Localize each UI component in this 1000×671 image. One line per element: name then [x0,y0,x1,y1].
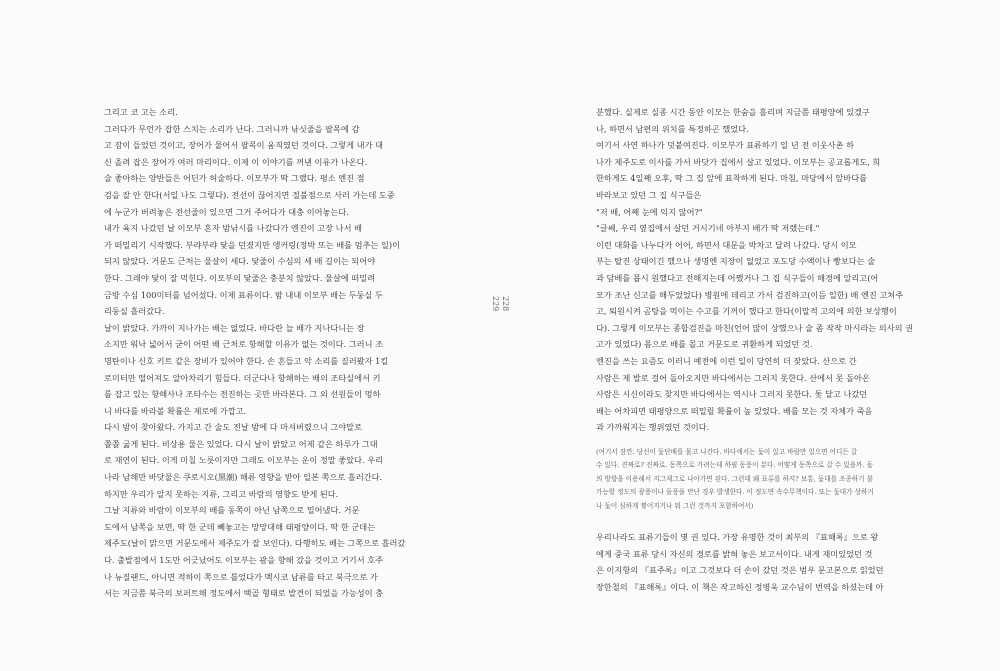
text-line: 사람은 시신이라도 찾지만 바다에서는 역시나 그러지 못한다. 돛 달고 나갔던 [596,389,868,400]
text-line: "저 배, 어째 눈에 익지 않어?" [596,206,703,217]
note-line: 수 있다. 진짜로? 진짜로. 동쪽으로 가려는데 하필 동풍이 분다. 어떻게 동쪽으로 갈 수 있을까. 돛 [596,461,873,470]
text-line: 고 잠이 들었던 것이고, 장어가 물어서 팔목이 움직였던 것이다. 그렇게 내가 대 [104,140,384,151]
text-line: 다시 밤이 찾아왔다. 가지고 간 술도 전날 밤에 다 마셔버렸으니 그야말로 [104,422,362,433]
text-line: 고, 퇴원시켜 곰탕을 먹이는 수고를 기꺼이 했다고 한다(이말적 고의에 의한 보상행이 [596,306,897,317]
text-line: 모가 조난 신고를 해두었었다) 병원에 데리고 가서 검진하고(이듬 일한) 배 엔진 고쳐주 [596,289,904,300]
text-line: 내가 육지 나갔던 날 이모부 혼자 밤낚시를 나갔다가 엔진이 고장 나서 배 [104,223,362,234]
text-line: 제주도(날이 맑으면 거문도에서 제주도가 잘 보인다). 다행히도 배는 그쪽으로 흘러갔 [104,538,406,549]
text-line: 소지만 워낙 넓어서 굳이 어떤 배 근처로 항해할 이유가 없는 것이다. 그러니 조 [104,339,384,350]
note-line: 가능할 정도의 광풍이나 돌풍을 만난 경우 발생한다. 이 정도면 속수무책이다. 또는 돛대가 상하거 [596,488,874,497]
text-line: 고가 있었다) 몸으로 배를 몰고 거문도로 귀환하게 되었던 것. [596,339,813,350]
text-line: 되지 않았다. 거문도 근처는 물살이 세다. 닻줄이 수심의 세 배 길이는 되어야 [104,256,376,267]
page-numbers [490,296,510,317]
page-number-left: 228 [501,296,510,312]
text-line: 부는 탈진 상태이긴 했으나 생명엔 지장이 없었고 포도당 수액이나 빵보다는 술 [596,256,876,267]
text-line: 명탄이나 신호 키트 같은 장비가 있어야 한다. 손 흔들고 악 소리를 질러봤자 1킬 [104,355,389,366]
text-line: 그리고 코 고는 소리. [104,107,178,117]
text-line: 금방 수심 100미터를 넘어섰다. 이제 표류이다. 밤 내내 이모부 배는 두둥실 두 [104,289,383,300]
text-line: 니 바다를 바라볼 확률은 제로에 가깝고. [104,405,247,416]
text-line: 한다. 그래야 닻이 잘 먹힌다. 이모부의 닻줄은 충분치 않았다. 물살에 떠밀려 [104,272,376,283]
text-line: 신 올려 잡은 장어가 여러 마리이다. 이제 이 이야기를 꺼낸 이유가 나온다. [104,156,368,167]
text-line: 로미터만 떨어져도 알아차리기 힘들다. 더군다나 항해하는 배의 조타실에서 키 [104,372,381,383]
text-line: 나가 제주도로 이사를 가서 바닷가 집에서 살고 있었다. 이모부는 공교롭게도, 희 [596,156,881,167]
text-line: 다). 그렇게 이모부는 종합검진을 마친(언어 많이 상했으나 술 좀 작작 마시라는 의사의 권 [596,322,914,333]
text-line: 배는 어차피면 태평양으로 떠밀릴 확률이 높 있었다. 배를 모는 것 자체가 죽음 [596,405,873,416]
text-line: 를 잡고 있는 항해사나 조타수는 전진하는 곳만 바라본다. 그 외 선원들이 멍하 [104,389,381,400]
text-line: 은 이지항의 『표주록』이고 그것보다 더 손이 갔던 것은 범우 문고본으로 읽었던 [596,565,884,576]
text-line: 다. 출발점에서 1도만 어긋났어도 이모부는 괌을 향해 갔을 것이고 거기서 호주 [104,555,384,566]
note-line: 의 방향을 이용해서 지그재그로 나아가면 된다. 그런데 왜 표류를 하지? 보통, 돛대를 조종하기 불 [596,474,874,483]
text-line: 리둥실 흘러갔다. [104,306,165,317]
text-line: 그날 지류와 바람이 이모부의 배를 동쪽이 아닌 남쪽으로 밀어냈다. 거문 [104,505,360,516]
text-line: 에 누군가 버려놓은 전선줄이 있으면 그거 주어다가 대충 이어놓는다. [104,206,349,217]
text-line: 여기서 사연 하나가 덧붙여진다. 이모부가 표류하기 일 년 전 이웃사촌 하 [596,140,854,151]
text-line: 엔진을 쓰는 요즘도 이러니 예전에 이런 일이 당연히 더 잦았다. 산으로 간 [596,355,857,366]
text-line: 한하게도 4일째 오후, 딱 그 집 앞에 표착하게 된다. 마침, 마당에서 앞바다를 [596,173,868,184]
text-line: 장한철의 『표해록』이다. 이 책은 작고하신 정병욱 교수님이 번역을 하셨는데 아 [596,581,884,592]
text-line: 과 가까워지는 행위였던 것이다. [596,422,710,433]
text-line: 날이 밝았다. 가까이 지나가는 배는 없었다. 바다란 늘 배가 지나다니는 장 [104,322,365,333]
text-line: "글쎄, 우리 옆집에서 살던 거시기네 아부지 배가 딱 저랬는데." [596,223,820,234]
right-page-note [596,446,938,513]
text-line: 그러다가 무언가 잡한 스치는 소리가 난다. 그러니까 낚싯줄을 팔목에 감 [104,123,360,134]
right-page [596,104,938,595]
text-line: 바라보고 있던 그 집 식구들은 [596,189,702,200]
page-number-right: 229 [491,296,500,312]
text-line: 가 떠밀리기 시작했다. 부랴부랴 닻을 던졌지만 앵커링(정박 또는 배를 멈추는 일)이 [104,239,401,250]
text-line: 로 재연이 된다. 이게 미칠 노릇이지만 그래도 이모부는 운이 정말 좋았다. 우리 [104,455,384,466]
note-line: 나 돛이 심하게 찢어지거나 뭐 그런 것까지 포함하여서) [596,501,754,510]
text-line: 도에서 남쪽을 보면, 딱 한 군데 빼놓고는 망망대해 태평양이다. 딱 한 군데는 [104,521,376,532]
text-line: 술 좋아하는 양반들은 어딘가 허술하다. 이모부가 딱 그랬다. 평소 엔진 점 [104,173,365,184]
note-line: (여기서 잠깐. 당신이 돛단배를 몰고 나간다. 바다에서는 돛이 있고 바람만 있으면 어디든 갈 [596,447,858,456]
right-page-body-top [596,104,938,436]
text-line: 나, 하면서 남편의 위치를 특정하곤 했었다. [596,123,749,134]
text-line: 서는 지금쯤 북극의 보퍼트해 정도에서 백골 형태로 발견이 되었을 가능성이 충 [104,588,384,599]
text-line: 나라 남해만 바닷물은 쿠로시오(黑潮) 해류 영향을 받아 일본 쪽으로 흘러간다. [104,472,383,483]
text-line: 이런 대화를 나누다가 어어, 하면서 대문을 박차고 달려 나갔다. 당시 이모 [596,239,857,250]
text-line: 검을 잘 안 한다(서일 나도 그렇다). 전선이 끊어지면 절불점으로 사러 가는데 도중 [104,189,395,200]
text-line: 쫄쫄 굶게 된다. 비상용 물은 있었다. 다시 날이 밝았고 어제 같은 하루가 그대 [104,438,378,449]
text-line: 우리나라도 표류기들이 몇 권 있다. 가장 유명한 것이 최부의 『표해록』으로 왕 [596,531,879,542]
text-line: 분했다. 실제로 실종 시간 동안 이모는 한숨을 흘리며 지금쯤 태평양에 있겠구 [596,107,870,117]
text-line: 과 담배를 몹시 원했다고 전해지는데 어쨌거나 그 집 식구들이 해경에 알리고(어 [596,272,879,283]
text-line: 하지만 우리가 알지 못하는 지류, 그리고 바람의 영향도 받게 된다. [104,488,339,499]
right-page-body-bottom [596,529,938,595]
left-page [104,104,446,602]
text-line: 나 뉴질랜드, 아니면 적하이 쪽으로 틀었다가 멕시코 남류를 타고 북극으로 가 [104,571,378,582]
text-line: 에게 중국 표류 당시 자신의 경로를 밝혀 놓은 보고서이다. 내게 재미있었던 것 [596,548,873,559]
text-line: 사람은 제 발로 걸어 돌아오지만 바다에서는 그러지 못한다. 산에서 못 돌아온 [596,372,870,383]
